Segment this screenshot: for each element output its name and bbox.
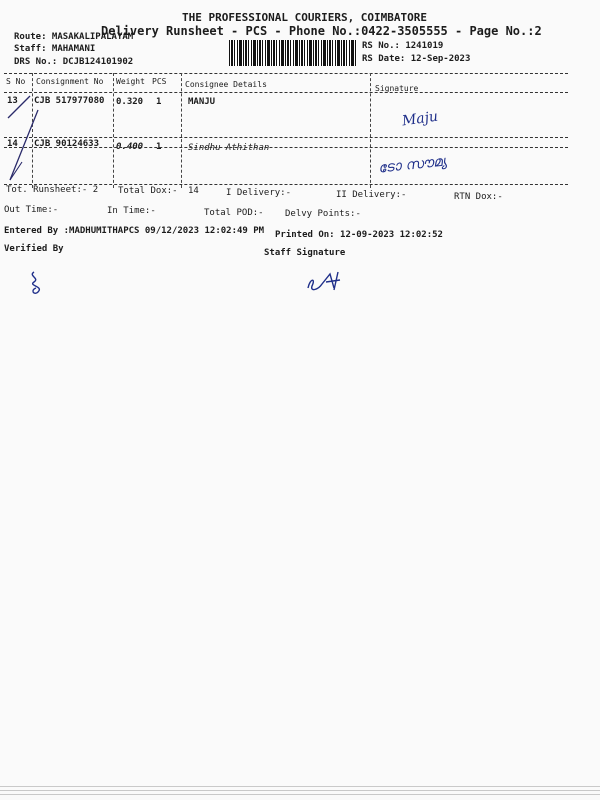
delvy-points: Delvy Points:- <box>285 209 361 219</box>
col-divider <box>181 73 182 188</box>
out-time: Out Time:- <box>4 205 59 215</box>
page-edge <box>0 794 600 795</box>
col-divider <box>113 73 114 188</box>
row-sno: 14 <box>7 139 18 149</box>
col-pcs-header: PCS <box>152 77 167 86</box>
i-delivery: I Delivery:- <box>226 188 292 198</box>
row-consignee: MANJU <box>188 97 216 107</box>
page-edge <box>0 790 600 791</box>
table-top-rule <box>4 73 568 74</box>
drs-number: DRS No.: DCJB124101902 <box>14 57 134 67</box>
col-divider <box>370 73 371 188</box>
row-consignment: CJB 90124633 <box>34 139 100 149</box>
staff-signature-label: Staff Signature <box>264 248 346 258</box>
row-divider <box>4 137 568 138</box>
staff-signature <box>304 268 354 298</box>
tot-runsheet: Tot. Runsheet:- 2 <box>6 185 99 195</box>
ii-delivery: II Delivery:- <box>336 190 407 200</box>
total-dox-label: Total Dox:- <box>118 186 178 196</box>
col-consignee-header: Consignee Details <box>185 80 267 89</box>
total-pod: Total POD:- <box>204 208 264 218</box>
entered-by: Entered By :MADHUMITHAPCS 09/12/2023 12:02:49 PM <box>4 226 265 236</box>
table-header-rule <box>4 92 568 93</box>
staff-label: Staff: MAHAMANI <box>14 44 96 54</box>
col-consignment-header: Consignment No <box>36 77 104 86</box>
row-weight: 0.400 <box>116 142 144 152</box>
rs-date: RS Date: 12-Sep-2023 <box>362 54 471 64</box>
total-dox-value: 14 <box>188 186 199 196</box>
delivery-tick-marks <box>6 92 52 186</box>
barcode <box>229 40 357 66</box>
row-sno: 13 <box>7 96 18 106</box>
company-name: THE PROFESSIONAL COURIERS, COIMBATORE <box>182 11 428 24</box>
recipient-signature: ടോ സൗമ്യ <box>377 153 448 177</box>
document-title: Delivery Runsheet - PCS - Phone No.:0422-3505555 - Page No.:2 <box>101 24 542 38</box>
in-time: In Time:- <box>107 206 156 216</box>
col-weight-header: Weight <box>116 77 145 86</box>
printed-on: Printed On: 12-09-2023 12:02:52 <box>275 230 443 240</box>
recipient-signature: Maju <box>401 108 439 130</box>
row-pcs: 1 <box>156 142 162 152</box>
row-divider <box>4 147 568 148</box>
row-pcs: 1 <box>156 97 162 107</box>
row-weight: 0.320 <box>116 97 144 107</box>
tick-mark <box>10 110 38 180</box>
rtn-dox: RTN Dox:- <box>454 192 503 202</box>
page-edge <box>0 786 600 787</box>
row-consignee: Sindhu Athithan <box>188 143 270 153</box>
tick-mark <box>8 96 30 118</box>
route-label: Route: MASAKALIPALAYAM <box>14 32 134 42</box>
verifier-signature <box>26 268 50 298</box>
verified-by-label: Verified By <box>4 244 64 254</box>
row-consignment: CJB 517977080 <box>34 96 105 106</box>
rs-number: RS No.: 1241019 <box>362 41 444 51</box>
col-sno-header: S No <box>6 77 26 86</box>
col-signature-header: Signature <box>375 84 419 93</box>
